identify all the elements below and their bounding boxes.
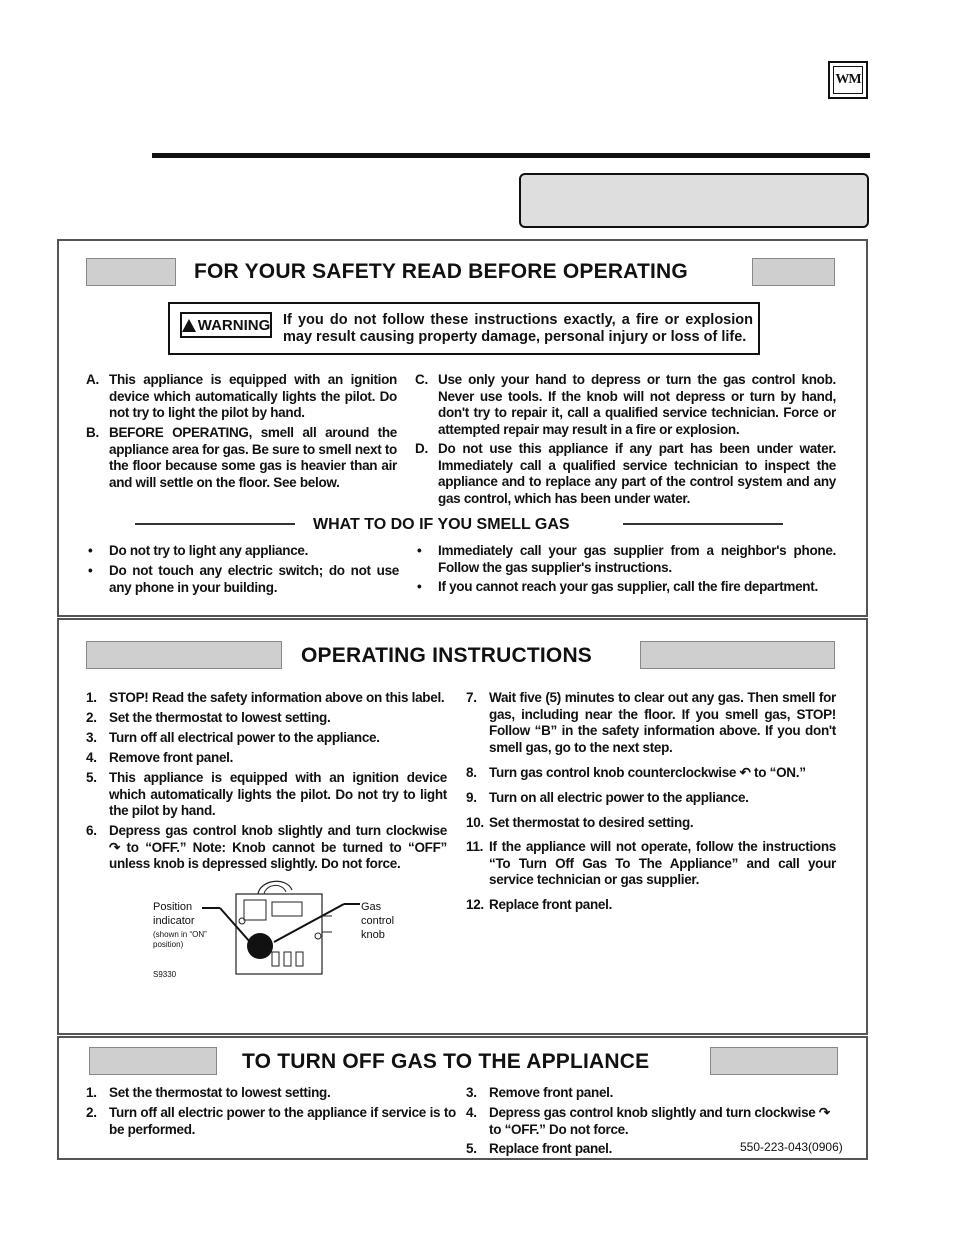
step-text: Set the thermostat to lowest setting. [109, 710, 331, 725]
step-text: Replace front panel. [489, 1141, 613, 1156]
step-number: 5. [86, 770, 97, 785]
bullet: • [417, 543, 422, 558]
safety-item-letter: B. [86, 425, 99, 440]
step-text: Depress gas control knob slightly and turn clockwise ↷ to “OFF.” Note: Knob cannot be turned to “OFF” unless knob is depressed slightly. Do not force. [109, 823, 447, 871]
heading-bar-right [752, 258, 835, 286]
step-text: Turn on all electric power to the appliance. [489, 790, 749, 805]
safety-item-text: This appliance is equipped with an ignition device which automatically lights the pilot. Do not try to light the pilot by hand. [109, 372, 397, 420]
step-number: 4. [466, 1105, 477, 1120]
turn-off-heading: TO TURN OFF GAS TO THE APPLIANCE [242, 1050, 650, 1073]
heading-bar-left [89, 1047, 217, 1075]
bullet: • [88, 543, 93, 558]
step-number: 2. [86, 1105, 97, 1120]
step-number: 7. [466, 690, 477, 705]
brand-logo-mark: WM [833, 66, 863, 94]
bullet: • [88, 563, 93, 578]
smell-item: Do not try to light any appliance. [109, 543, 309, 558]
step-text: Depress gas control knob slightly and turn clockwise ↷ to “OFF.” Do not force. [489, 1105, 830, 1137]
step-text: Wait five (5) minutes to clear out any gas. Then smell for gas, including near the floor. If you smell gas, STOP! Follow “B” in the safety information above. If you don't smell gas, go to the next step. [489, 690, 836, 755]
heading-bar-right [640, 641, 835, 669]
step-number: 8. [466, 765, 477, 780]
step-number: 9. [466, 790, 477, 805]
step-number: 5. [466, 1141, 477, 1156]
step-text: This appliance is equipped with an ignition device which automatically lights the pilot. Do not try to light the pilot by hand. [109, 770, 447, 818]
safety-item-text: Use only your hand to depress or turn the gas control knob. Never use tools. If the knob will not depress or turn by hand, don't try to repair it, call a qualified service technician. Force or attempted repair may result in a fire or explosion. [438, 372, 836, 437]
warning-text: If you do not follow these instructions exactly, a fire or explosion may result causing property damage, personal injury or loss of life. [283, 312, 753, 345]
warning-label: WARNING [197, 316, 271, 334]
step-text: Remove front panel. [109, 750, 234, 765]
warning-badge [180, 312, 272, 338]
position-indicator-label: Position indicator [153, 901, 195, 927]
safety-heading: FOR YOUR SAFETY READ BEFORE OPERATING [194, 260, 688, 283]
step-text: Set thermostat to desired setting. [489, 815, 694, 830]
safety-item-text: BEFORE OPERATING, smell all around the appliance area for gas. Be sure to smell next to the floor because some gas is heavier than air and will settle on the floor. See below. [109, 425, 397, 490]
step-number: 11. [466, 839, 484, 854]
step-number: 3. [466, 1085, 477, 1100]
step-text: Turn off all electrical power to the appliance. [109, 730, 380, 745]
safety-item-text: Do not use this appliance if any part has been under water. Immediately call a qualified service technician to inspect the appliance and to replace any part of the control system and any gas control, which has been under water. [438, 441, 836, 506]
step-number: 3. [86, 730, 97, 745]
gas-valve-illustration [200, 876, 365, 978]
header-rule [152, 153, 870, 158]
step-number: 12. [466, 897, 484, 912]
step-number: 1. [86, 690, 97, 705]
bullet: • [417, 579, 422, 594]
position-indicator-note: (shown in “ON” position) [153, 930, 207, 949]
step-text: If the appliance will not operate, follow the instructions “To Turn Off Gas To The Appliance” and call your service technician or gas supplier. [489, 839, 836, 887]
operating-heading: OPERATING INSTRUCTIONS [301, 644, 593, 667]
step-text: STOP! Read the safety information above on this label. [109, 690, 445, 705]
smell-rule-right [623, 523, 783, 525]
warning-triangle-icon [182, 319, 196, 332]
smell-item: If you cannot reach your gas supplier, call the fire department. [438, 579, 818, 594]
step-number: 1. [86, 1085, 97, 1100]
step-number: 10. [466, 815, 484, 830]
step-number: 4. [86, 750, 97, 765]
heading-bar-left [86, 258, 176, 286]
gas-control-knob-label: Gas control knob [361, 901, 395, 941]
step-number: 6. [86, 823, 97, 838]
safety-item-letter: C. [415, 372, 428, 387]
step-text: Turn off all electric power to the appliance if service is to be performed. [109, 1105, 456, 1137]
heading-bar-left [86, 641, 282, 669]
smell-heading: WHAT TO DO IF YOU SMELL GAS [313, 516, 570, 533]
step-text: Replace front panel. [489, 897, 613, 912]
smell-item: Immediately call your gas supplier from a neighbor's phone. Follow the gas supplier's instructions. [438, 543, 836, 575]
step-text: Set the thermostat to lowest setting. [109, 1085, 331, 1100]
step-text: Remove front panel. [489, 1085, 614, 1100]
step-text: Turn gas control knob counterclockwise ↶ to “ON.” [489, 765, 806, 780]
brand-logo [828, 61, 868, 99]
smell-item: Do not touch any electric switch; do not use any phone in your building. [109, 563, 399, 595]
warning-box [168, 302, 760, 355]
safety-item-letter: D. [415, 441, 428, 456]
header-gray-box [519, 173, 869, 228]
heading-bar-right [710, 1047, 838, 1075]
part-number: 550-223-043(0906) [740, 1140, 843, 1154]
step-number: 2. [86, 710, 97, 725]
smell-rule-left [135, 523, 295, 525]
figure-code: S9330 [153, 970, 177, 979]
safety-item-letter: A. [86, 372, 99, 387]
